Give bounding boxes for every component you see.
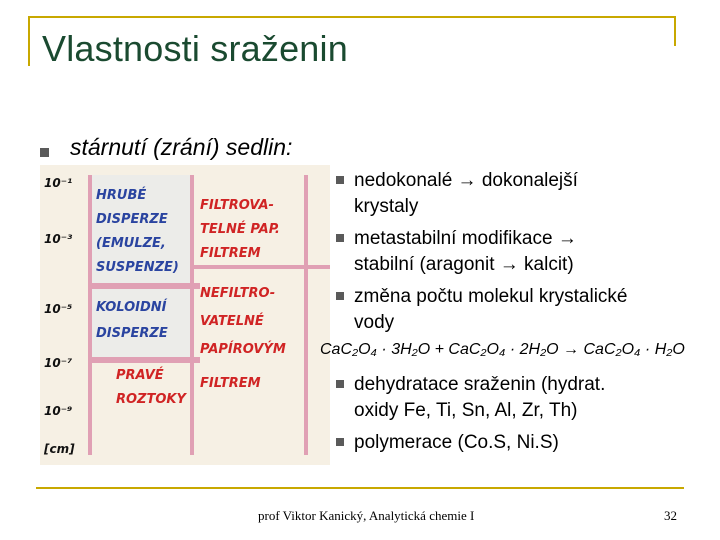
cell-text: PRAVÉ [116,368,164,383]
cell-text: FILTREM [200,246,261,261]
dispersion-figure [40,165,330,465]
slide-title: Vlastnosti sraženin [42,28,348,69]
sub-bullet-line: polymerace (Co.S, Ni.S) [354,432,559,453]
main-bullet-marker [40,144,49,162]
cell-text: DISPERZE [96,326,168,341]
scale-label: 10⁻⁹ [44,404,73,418]
sub-bullet-line: vody [354,312,395,333]
cell-text: HRUBÉ [96,188,147,203]
main-bullet-text: stárnutí (zrání) sedlin: [70,134,293,160]
sub-bullet-line: změna počtu molekul krystalické [354,286,628,307]
sub-bullet-line: metastabilní modifikace → [354,228,577,249]
right-frame-line [674,16,676,46]
sub-bullet-line: nedokonalé → dokonalejší [354,170,578,191]
scale-label: 10⁻⁵ [44,302,73,316]
footer-author: prof Viktor Kanický, Analytická chemie I [258,508,475,523]
cell-text: PAPÍROVÝM [200,342,286,357]
cell-text: TELNÉ PAP. [200,222,280,237]
cell-text: SUSPENZE) [96,260,179,275]
cell-text: (EMULZE, [96,236,166,251]
scale-label: 10⁻¹ [44,176,73,190]
cell-text: DISPERZE [96,212,168,227]
sub-bullet-line: krystaly [354,196,419,217]
scale-label: 10⁻⁷ [44,356,73,370]
sub-bullet-line: stabilní (aragonit → kalcit) [354,254,574,275]
hydrate-equation: CaC₂O₄ · 3H₂O + CaC₂O₄ · 2H₂O → CaC₂O₄ · H₂O [320,341,685,358]
footer-line [36,487,684,489]
scale-label: [cm] [44,442,75,456]
page-number: 32 [664,508,677,523]
top-frame-line [28,16,676,18]
sub-bullet-line: oxidy Fe, Ti, Sn, Al, Zr, Th) [354,400,578,421]
cell-text: KOLOIDNÍ [96,300,167,315]
cell-text: FILTREM [200,376,261,391]
sub-bullet-line: dehydratace sraženin (hydrat. [354,374,606,395]
cell-text: NEFILTRO- [200,286,276,301]
cell-text: ROZTOKY [116,392,186,407]
left-frame-line [28,16,30,66]
scale-label: 10⁻³ [44,232,73,246]
cell-text: VATELNÉ [200,314,264,329]
cell-text: FILTROVA- [200,198,274,213]
